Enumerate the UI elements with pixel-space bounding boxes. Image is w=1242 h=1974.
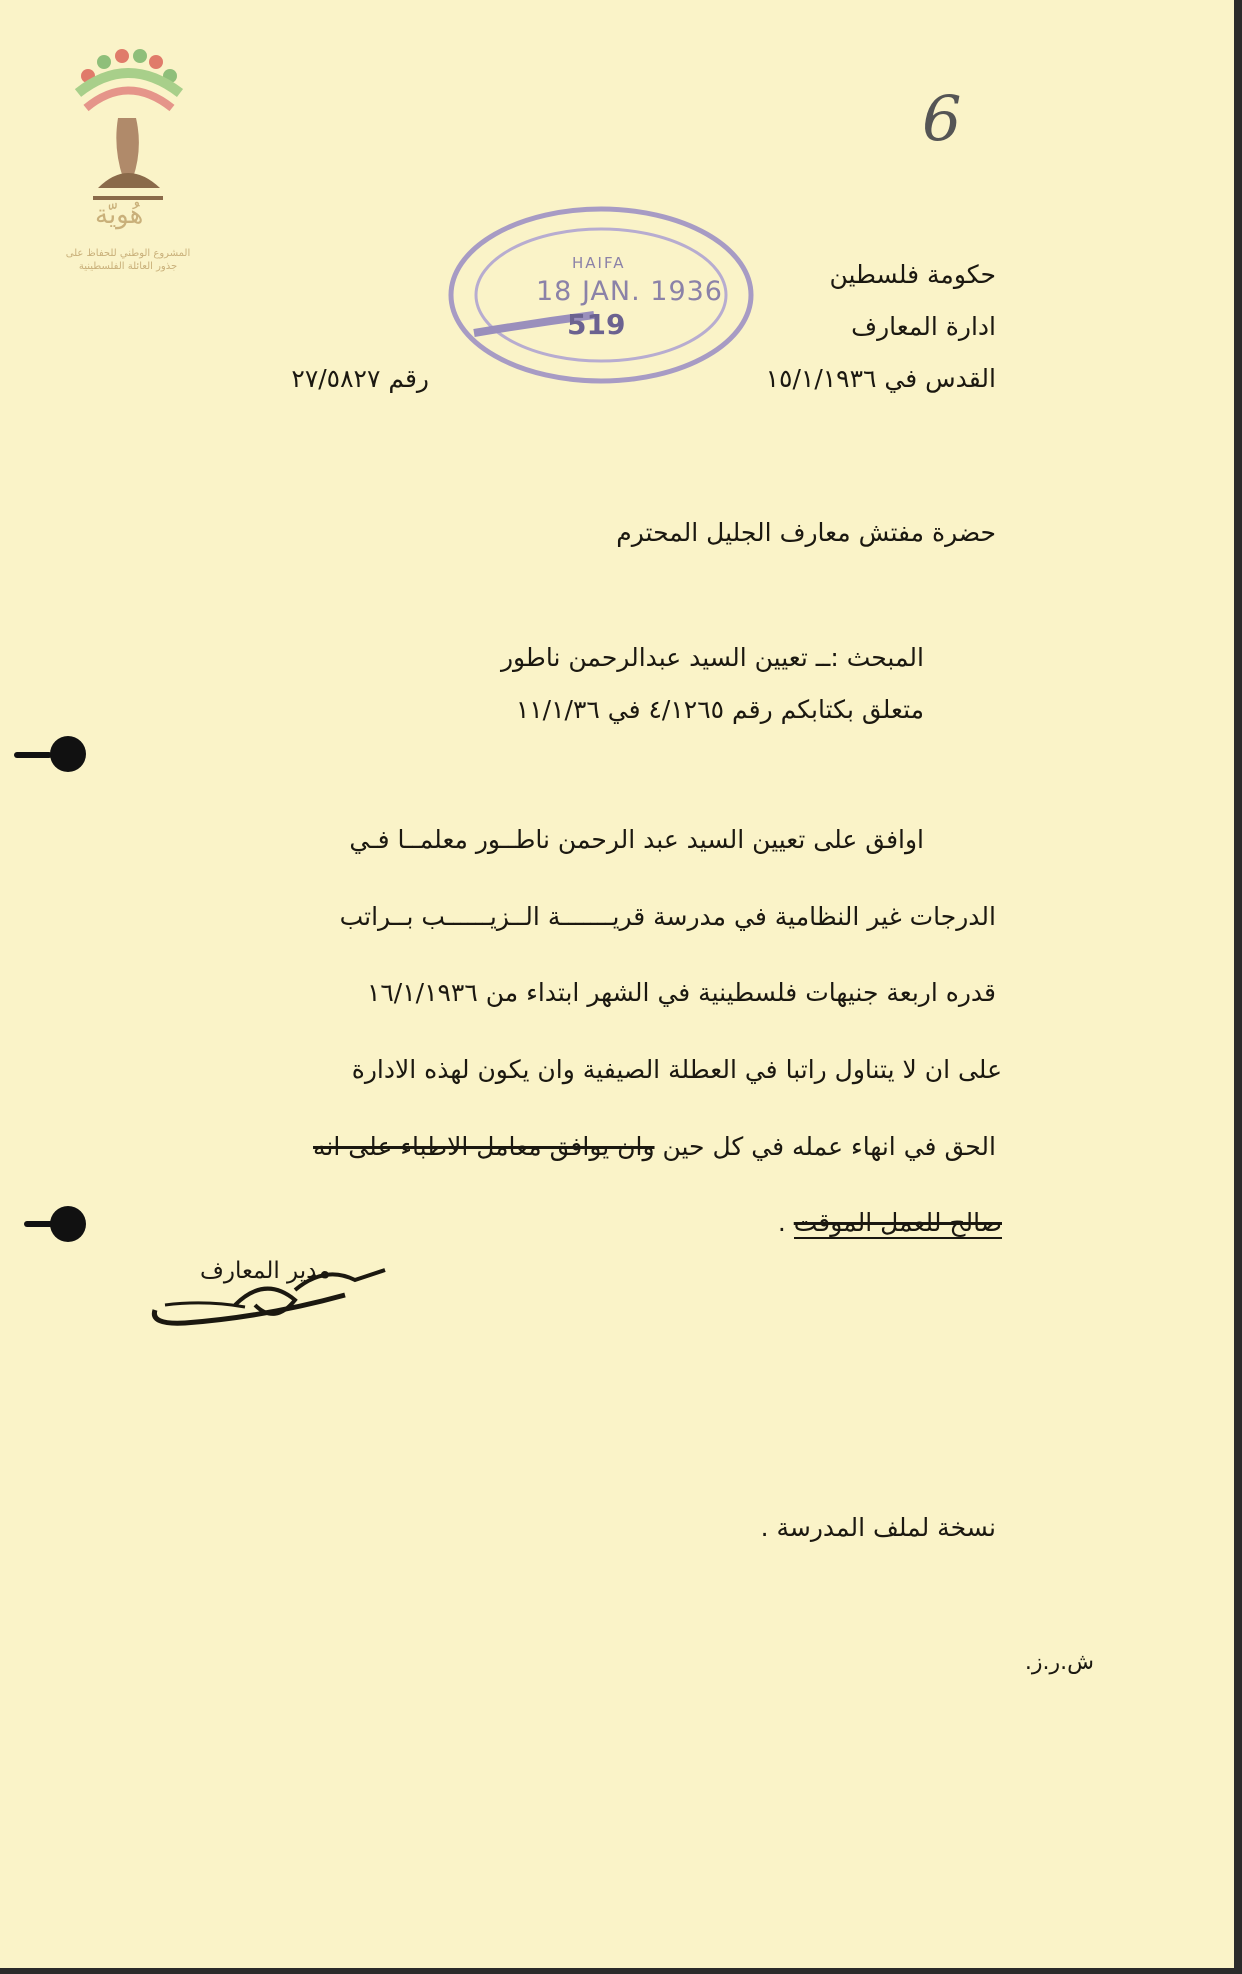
punch-hole <box>50 736 86 772</box>
signature-scribble <box>145 1255 415 1335</box>
addressee: حضرة مفتش معارف الجليل المحترم <box>616 518 996 547</box>
punch-hole <box>50 1206 86 1242</box>
body-text: الحق في انهاء عمله في كل حين <box>662 1132 996 1161</box>
signature-title: مدير المعارف <box>200 1258 331 1284</box>
stamp-city: HAIFA <box>572 254 626 272</box>
header-reference: رقم ٢٧/٥٨٢٧ <box>291 364 429 393</box>
logo-subtitle: المشروع الوطني للحفاظ على جذور العائلة الفلسطينية <box>65 248 191 272</box>
stamp-number: 519 <box>567 308 626 341</box>
body-line <box>778 1208 1002 1237</box>
punch-hole-tail <box>14 752 52 758</box>
header-date: القدس في ١٥/١/١٩٣٦ <box>765 364 996 393</box>
header-department: ادارة المعارف <box>851 312 996 341</box>
logo-word: هُويّة <box>95 200 144 230</box>
body-line: قدره اربعة جنيهات فلسطينية في الشهر ابتداء من ١٦/١/١٩٣٦ <box>366 978 996 1007</box>
copy-note: نسخة لملف المدرسة . <box>760 1513 996 1542</box>
struck-text: وان يوافق معامل الاطباء على انه <box>313 1132 655 1161</box>
body-line: اوافق على تعيين السيد عبد الرحمن ناطــور معلمــا فـي <box>349 825 924 854</box>
tree-of-people-icon <box>68 48 188 278</box>
subject-reference: متعلق بكتابكم رقم ٤/١٢٦٥ في ١١/١/٣٦ <box>515 695 924 724</box>
struck-text: صالح للعمل الموقت <box>793 1208 1002 1237</box>
body-line: على ان لا يتناول راتبا في العطلة الصيفية وان يكون لهذه الادارة <box>351 1055 1002 1084</box>
page-number: 6 <box>922 82 962 155</box>
body-text: . <box>777 1208 786 1237</box>
stamp-date: 18 JAN. 1936 <box>536 276 723 307</box>
subject-line: المبحث :ــ تعيين السيد عبدالرحمن ناطور <box>500 643 924 672</box>
typist-initials: ش.ر.ز. <box>1024 1650 1094 1675</box>
header-government: حكومة فلسطين <box>829 260 996 289</box>
body-line <box>313 1132 996 1161</box>
body-line: الدرجات غير النظامية في مدرسة قريـــــــة الــزيــــــب بــراتب <box>339 902 996 931</box>
